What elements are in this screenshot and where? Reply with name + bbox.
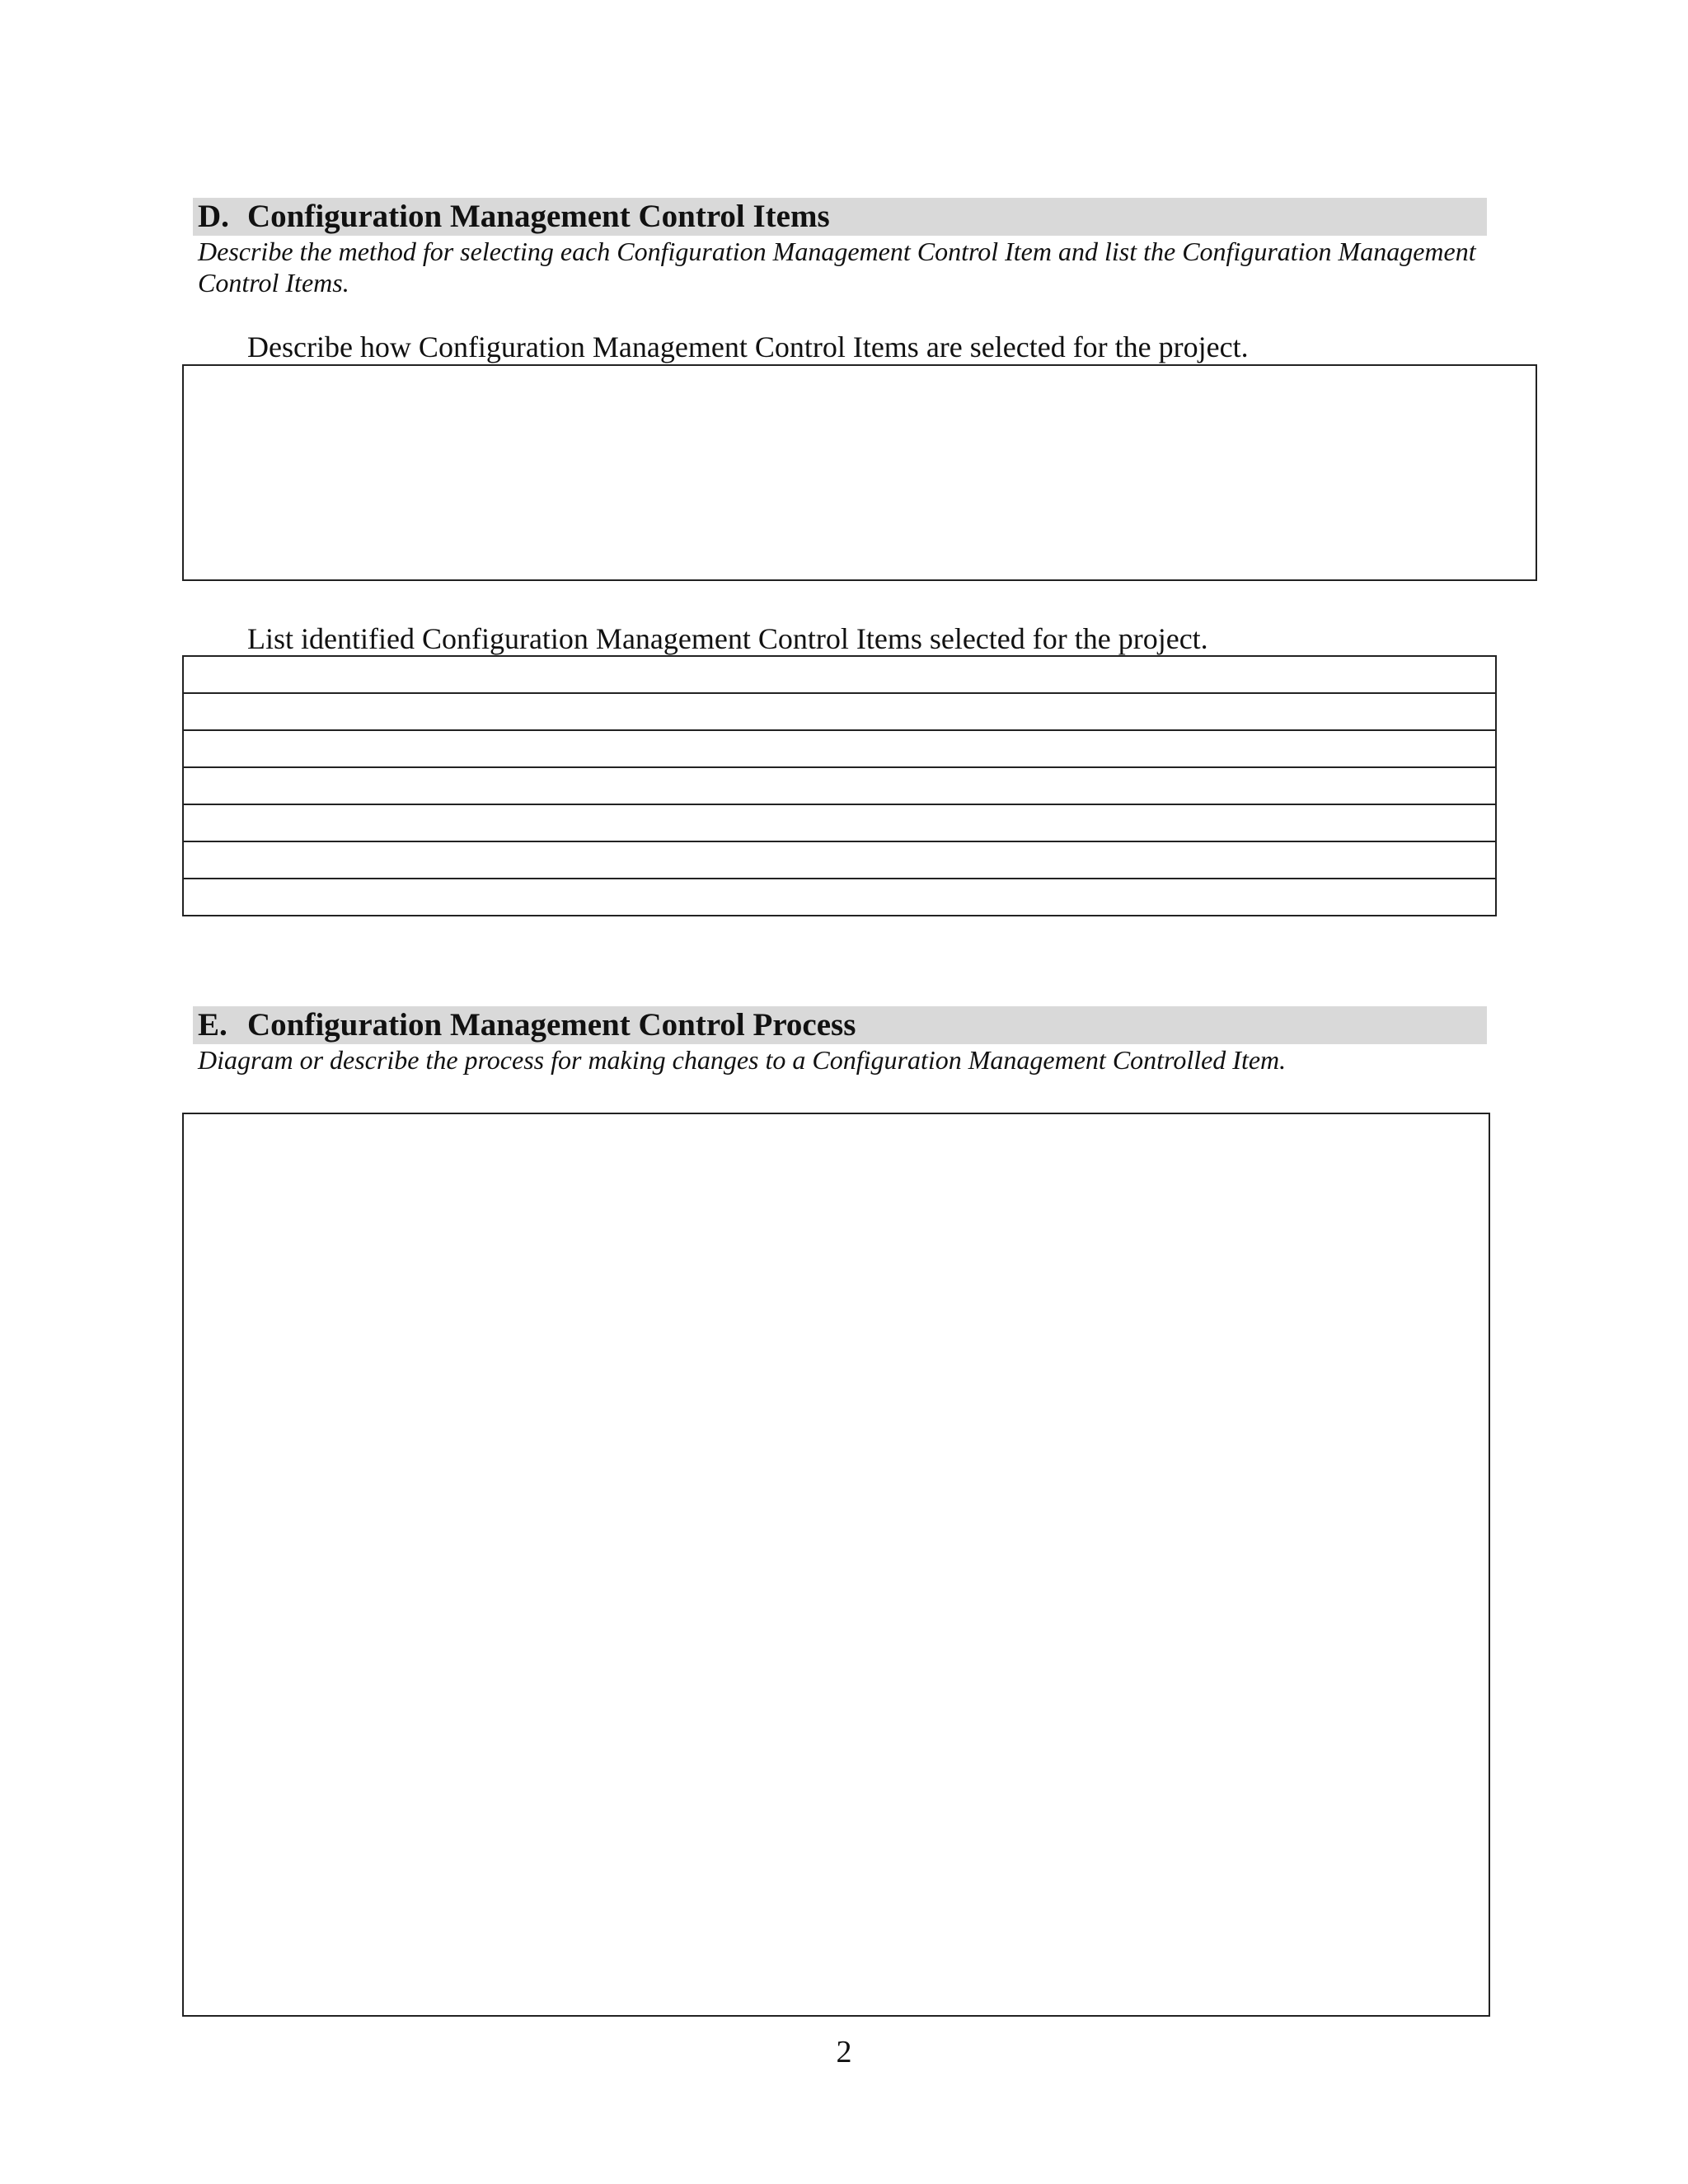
table-row bbox=[183, 730, 1496, 767]
section-d-instructions: Describe the method for selecting each Configuration Management Control Item and list the Configuration Management Control Items. bbox=[198, 237, 1476, 298]
control-item-cell[interactable] bbox=[183, 767, 1496, 804]
table-row bbox=[183, 693, 1496, 730]
section-e-title-text: Configuration Management Control Process bbox=[247, 1007, 856, 1043]
list-items-prompt: List identified Configuration Management Control Items selected for the project. bbox=[247, 622, 1208, 655]
control-item-cell[interactable] bbox=[183, 841, 1496, 879]
control-item-cell[interactable] bbox=[183, 804, 1496, 841]
section-e-instructions: Diagram or describe the process for making changes to a Configuration Management Controlled Item. bbox=[198, 1045, 1287, 1075]
describe-selection-prompt: Describe how Configuration Management Control Items are selected for the project. bbox=[247, 330, 1249, 363]
section-d-title-text: Configuration Management Control Items bbox=[247, 199, 830, 234]
change-process-field[interactable] bbox=[182, 1113, 1490, 2017]
table-row bbox=[183, 656, 1496, 693]
control-item-cell[interactable] bbox=[183, 656, 1496, 693]
page-number: 2 bbox=[836, 2035, 852, 2069]
table-row bbox=[183, 879, 1496, 916]
control-item-cell[interactable] bbox=[183, 693, 1496, 730]
control-items-table bbox=[182, 655, 1497, 916]
control-item-cell[interactable] bbox=[183, 879, 1496, 916]
section-d-letter: D. bbox=[198, 199, 229, 234]
control-item-cell[interactable] bbox=[183, 730, 1496, 767]
describe-selection-field[interactable] bbox=[182, 364, 1537, 581]
table-row bbox=[183, 804, 1496, 841]
section-e-title bbox=[198, 1006, 856, 1044]
section-e-letter: E. bbox=[198, 1007, 227, 1043]
table-row bbox=[183, 841, 1496, 879]
table-row bbox=[183, 767, 1496, 804]
section-d-title bbox=[198, 198, 830, 236]
